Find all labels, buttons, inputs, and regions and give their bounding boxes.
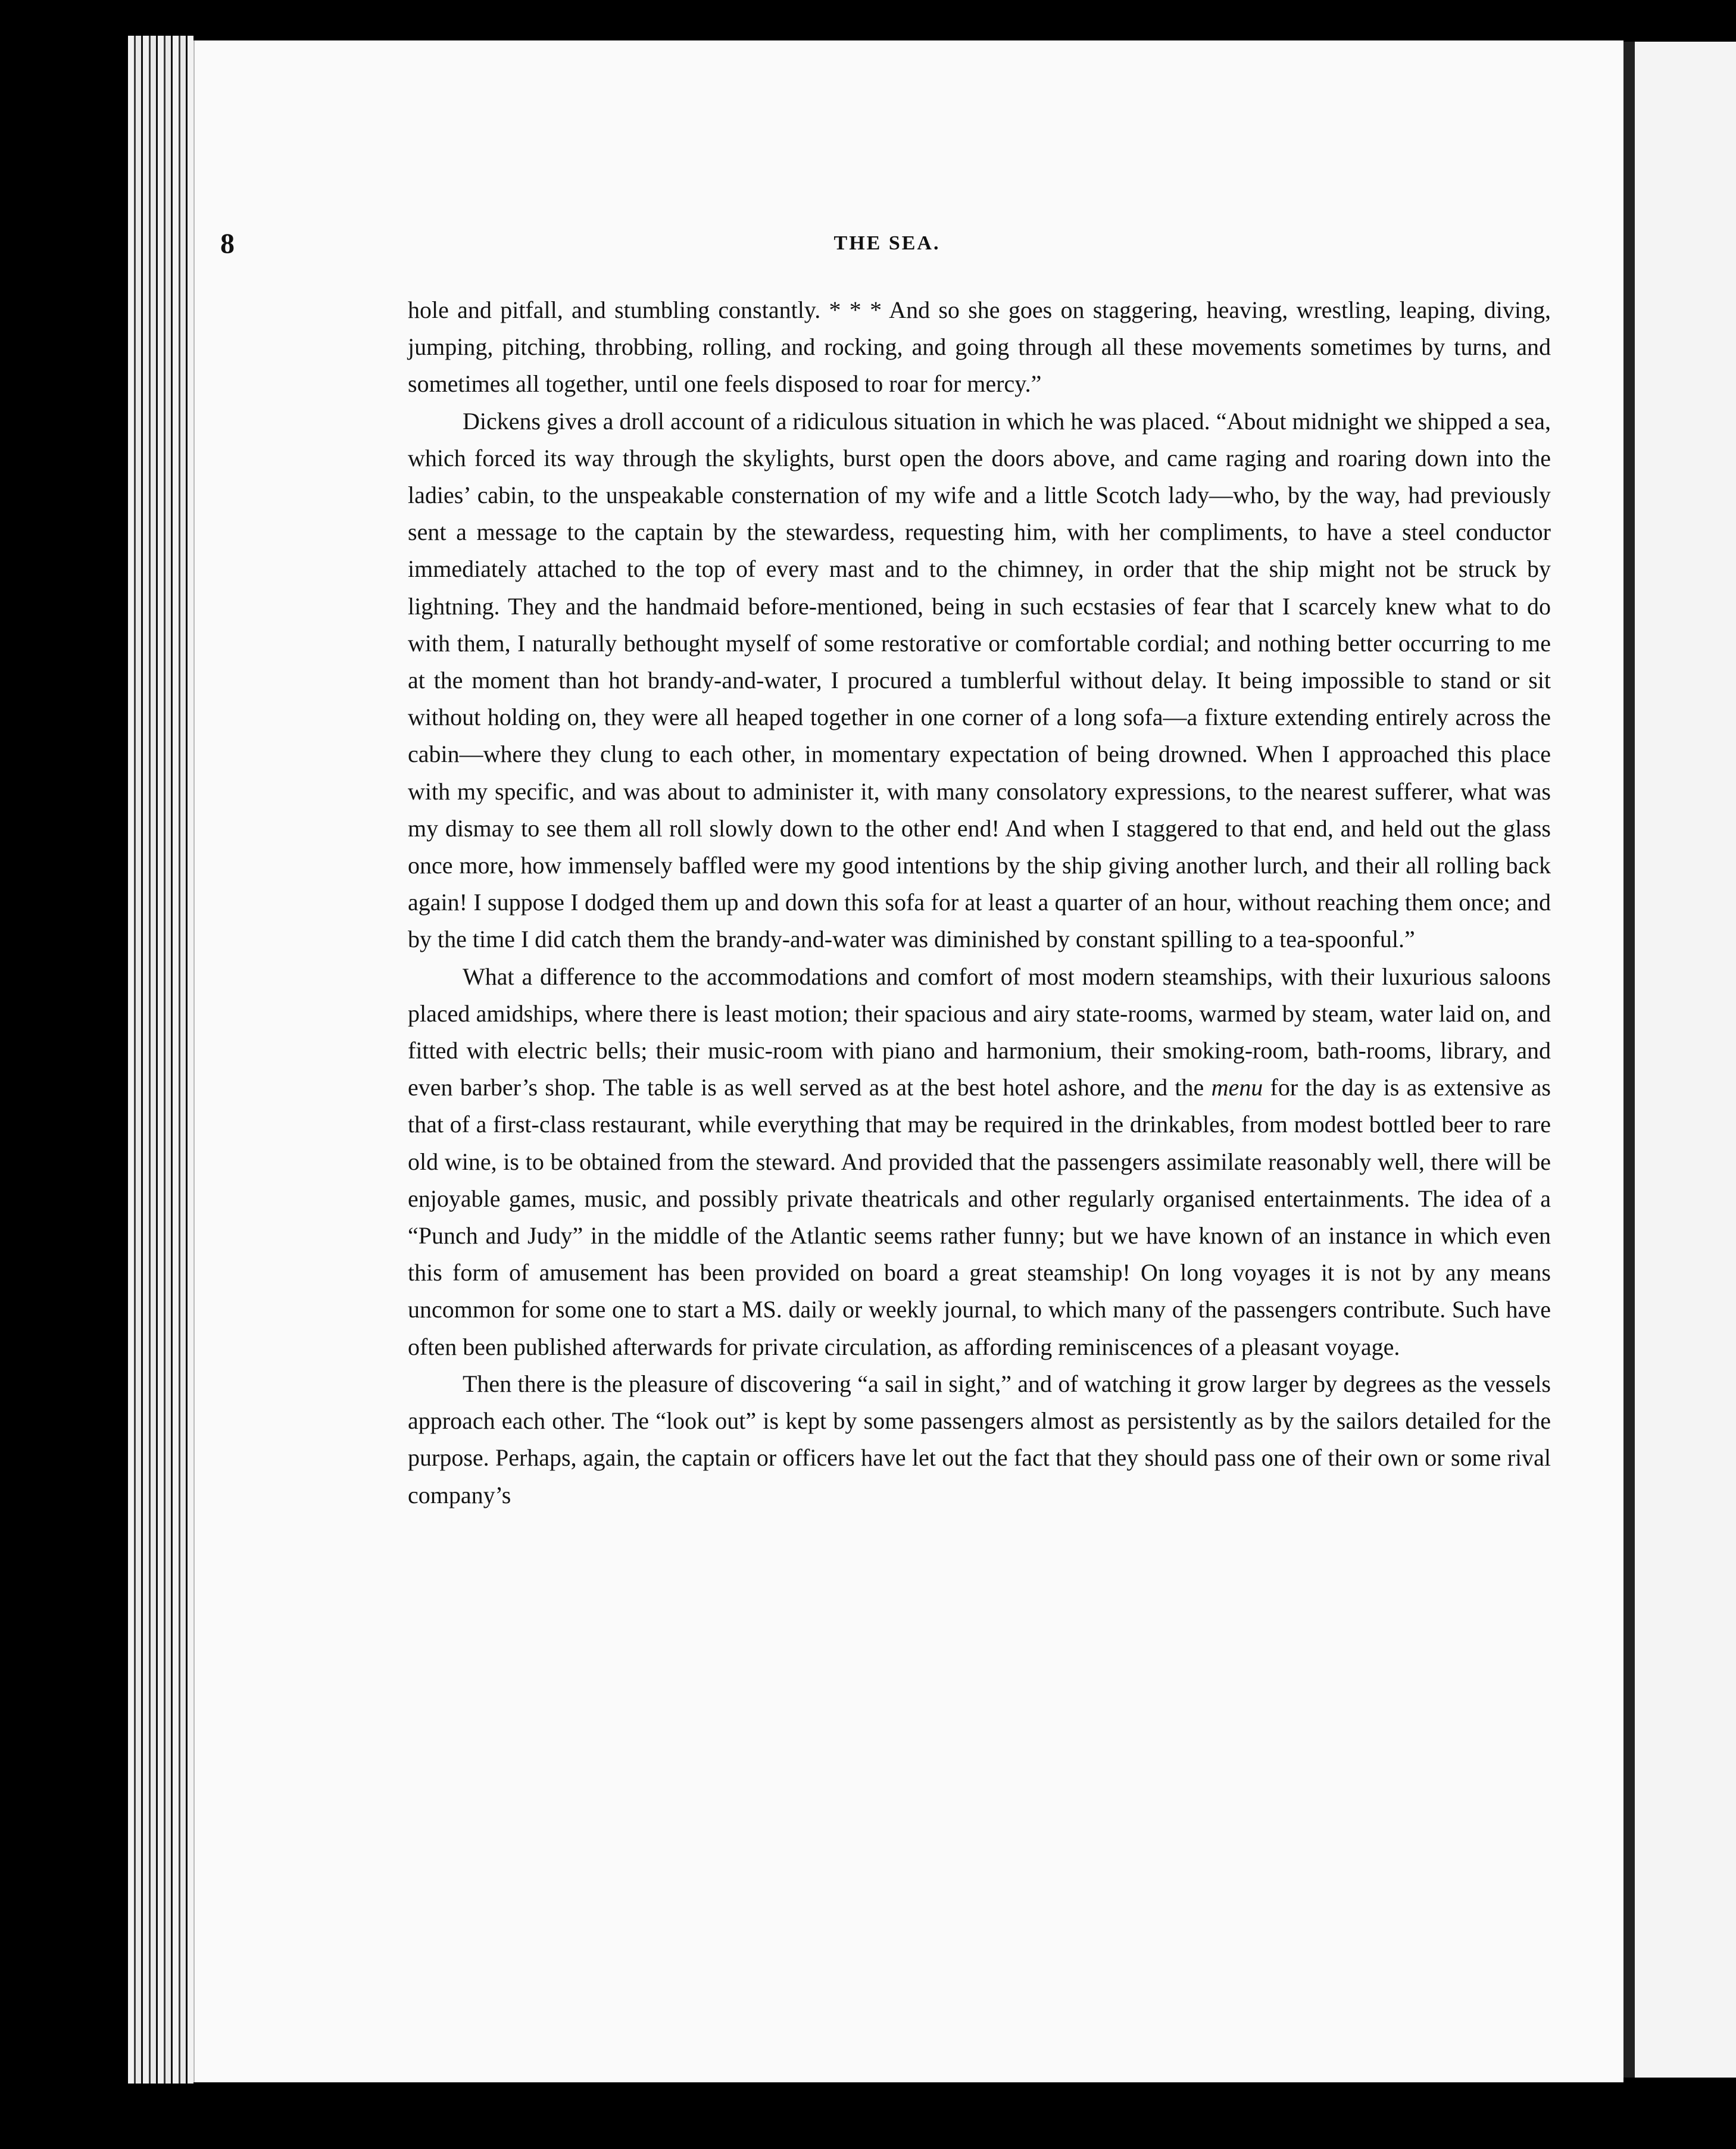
- page-edges: [128, 36, 193, 2084]
- body-text: [408, 292, 1551, 1514]
- running-title: THE SEA.: [833, 232, 941, 254]
- paragraph-sail: Then there is the pleasure of discovering “a sail in sight,” and of watching it grow larger by degrees as the vessels approach each other. The “look out” is kept by some passengers almost as persistently as by the sailors detailed for the purpose. Perhaps, again, the captain or officers have let out the fact that they should pass one of their own or some rival company’s: [408, 1370, 1551, 1508]
- paragraph-text: for the day is as extensive as that of a first-class restaurant, while everything that may be required in the drinkables, from modest bottled beer to rare old wine, is to be obtained from the steward. And provided that the passengers assimilate reasonably well, there will be enjoyable games, music, and possibly private theatricals and other regularly organised entertainments. The idea of a “Punch and Judy” in the middle of the Atlantic seems rather funny; but we have known of an instance in which even this form of amusement has been provided on board a great steamship! On long voyages it is not by any means uncommon for some one to start a MS. daily or weekly journal, to which many of the passengers contribute. Such have often been published afterwards for private circulation, as affording reminiscences of a pleasant voyage.: [408, 1074, 1551, 1360]
- paragraph-dickens: Dickens gives a droll account of a ridiculous situation in which he was placed. “About midnight we shipped a sea, which forced its way through the skylights, burst open the doors above, and came raging and roaring down into the ladies’ cabin, to the unspeakable consternation of my wife and a little Scotch lady—who, by the way, had previously sent a message to the captain by the stewardess, requesting him, with her compliments, to have a steel conductor immediately attached to the top of every mast and to the chimney, in order that the ship might not be struck by lightning. They and the handmaid before-mentioned, being in such ecstasies of fear that I scarcely knew what to do with them, I naturally bethought myself of some restorative or comfortable cordial; and nothing better occurring to me at the moment than hot brandy-and-water, I procured a tumblerful without delay. It being impossible to stand or sit without holding on, they were all heaped together in one corner of a long sofa—a fixture extending entirely across the cabin—where they clung to each other, in momentary expectation of being drowned. When I approached this place with my specific, and was about to administer it, with many consolatory expressions, to the nearest sufferer, what was my dismay to see them all roll slowly down to the other end! And when I staggered to that end, and held out the glass once more, how immensely baffled were my good intentions by the ship giving another lurch, and their all rolling back again! I suppose I dodged them up and down this sofa for at least a quarter of an hour, without reaching them once; and by the time I did catch them the brandy-and-water was diminished by constant spilling to a tea-spoonful.”: [408, 407, 1551, 953]
- page-number: 8: [220, 228, 235, 260]
- italic-word-menu: menu: [1211, 1074, 1263, 1101]
- running-head: [220, 227, 1554, 269]
- facing-page-edge: [1617, 42, 1736, 2078]
- paragraph-continued: hole and pitfall, and stumbling constantly. * * * And so she goes on staggering, heaving, wrestling, leaping, diving, jumping, pitching, throbbing, rolling, and rocking, and going through all these movements sometimes by turns, and sometimes all together, until one feels disposed to roar for mercy.”: [408, 296, 1551, 398]
- paragraph-text: What a difference to the accommodations and comfort of most modern steamships, with their luxurious saloons placed amidships, where there is least motion; their spacious and airy state-rooms, warmed by steam, water laid on, and fitted with electric bells; their music-room with piano and harmonium, their smoking-room, bath-rooms, library, and even barber’s shop. The table is as well served as at the best hotel ashore, and the: [408, 963, 1551, 1101]
- paragraph-steamships: [408, 958, 1551, 1366]
